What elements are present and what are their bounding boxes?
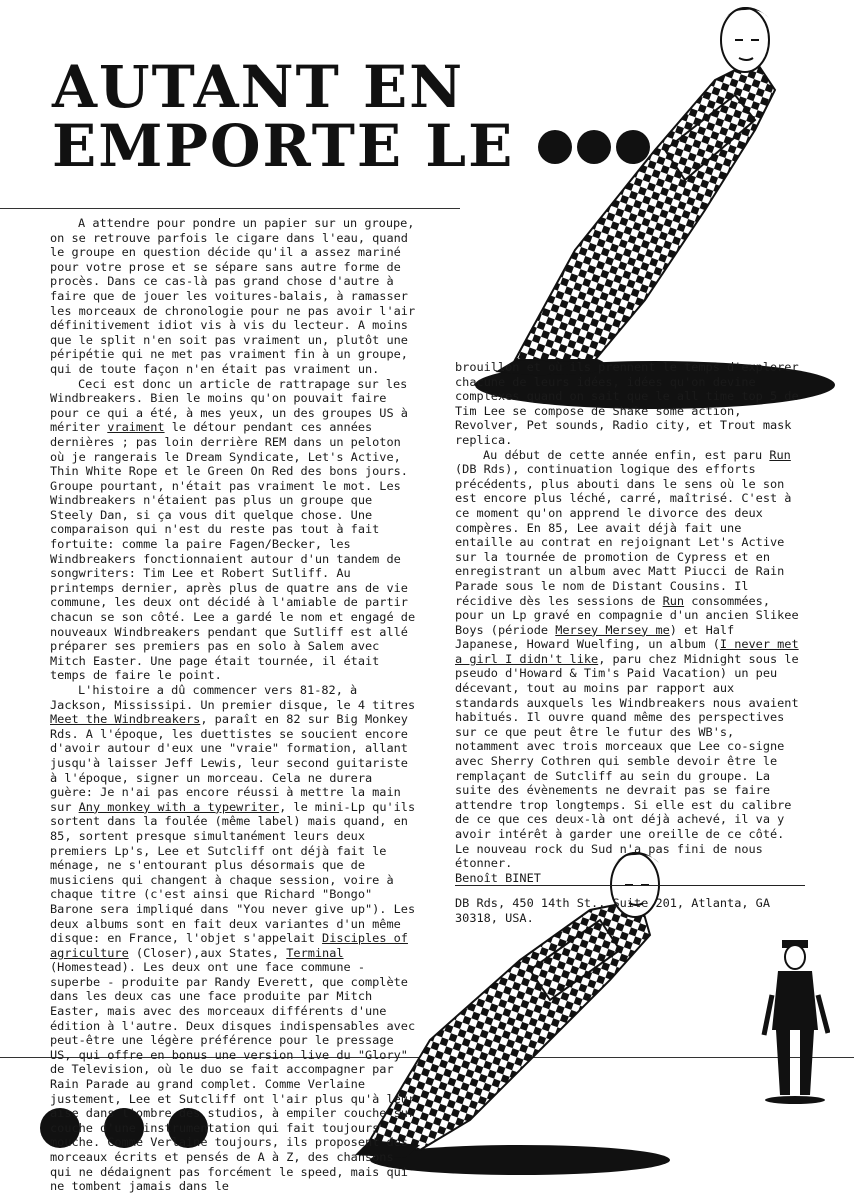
paragraph: Au début de cette année enfin, est paru Run (DB Rds), continuation logique des efforts précédents, plus abouti dans le sens où le son est encore plus léché, carré, maîtrisé. C'est à ce moment qu'on apprend le divorce des deux compères. En 85, Lee avait déjà fait une entaille au contrat en rejoignant Let's Active sur la tournée de promotion de Cypress et en enregistrant un album avec Matt Piucci de Rain Parade sous le nom de Distant Cousins. Il récidive dès les sessions de Run consommées, pour un Lp gravé en compagnie d'un ancien Slikee Boys (période Mersey Mersey me) et Half Japanese, Howard Wuelfing, un album (I never met a girl I didn't like, paru chez Midnight sous le pseudo d'Howard & Tim's Paid Vacation) un peu décevant, tout au moins par rapport aux standards auxquels les Windbreakers nous avaient habitués. Il ouvre quand même des perspectives sur ce que peut être le futur des WB's, notamment avec trois morceaux que Lee co-signe avec Sherry Cothren qui semble devoir être le remplaçant de Sutcliff au sein du groupe. La suite des évènements ne devrait pas se faire attendre trop longtemps. Si elle est du calibre de ce que ces deux-là ont déjà achevé, il va y avoir intérêt à garder une oreille de ce côté. Le nouveau rock du Sud n'a pas fini de nous étonner. bbox=[455, 447, 799, 871]
article-title-line-2: EMPORTE LE bbox=[52, 112, 515, 180]
article-column-left bbox=[50, 216, 420, 1194]
album-title: Mersey Mersey me bbox=[555, 622, 670, 637]
author-signature: Benoît BINET bbox=[455, 871, 805, 887]
leaning-man-illustration-top bbox=[455, 0, 854, 420]
album-title: I never met a girl I didn't like bbox=[455, 637, 799, 666]
paragraph: brouillon et où ils prennent le temps d'explorer chacune de leurs idées, idées qu'on devine complexes quand on sait que le all time top 5 de Tim Lee se compose de Shake some action, Revolver, Pet sounds, Radio city, et Trout mask replica. bbox=[455, 360, 799, 447]
album-title: Any monkey with a typewriter bbox=[78, 799, 280, 814]
album-title: Terminal bbox=[286, 945, 344, 960]
album-title: Meet the Windbreakers bbox=[50, 712, 201, 727]
paragraph: L'histoire a dû commencer vers 81-82, à Jackson, Mississipi. Un premier disque, le 4 titres Meet the Windbreakers, paraît en 82 sur Big Monkey Rds. A l'époque, les duettistes se soucient encore d'avoir autour d'eux une "vraie" formation, allant jusqu'à laisser Jeff Lewis, leur second guitariste à l'époque, signer un morceau. Cela ne durera guère: Je n'ai pas encore réussi à mettre la main sur Any monkey with a typewriter, le mini-Lp qu'ils sortent dans la foulée (même label) mais quand, en 85, sortent presque simultanément leurs deux premiers Lp's, Lee et Sutcliff ont déjà fait le ménage, ne s'entourant plus désormais que de musiciens qui changent à chaque session, voire à chaque titre (c'est ainsi que Richard "Bongo" Barone sera impliqué dans "You never give up"). Les deux albums sont en fait deux variantes d'un même disque: en France, l'objet s'appelait Disciples of agriculture (Closer),aux States, Terminal (Homestead). Les deux ont une face commune - superbe - produite par Randy Everett, que complète dans les deux cas une face produite par Mitch Easter, mais avec des morceaux différents d'une édition à l'autre. Deux disques indispensables avec peut-être une légère préférence pour le pressage US, qui offre en bonus une version live du "Glory" de Television, où le duo se fait accompagner par Rain Parade au grand complet. Comme Verlaine justement, Lee et Sutcliff ont l'air plus qu'à leur aise dans l'ombre des studios, à empiler couche sur couche d'une instrumentation qui fait toujours mouche. Comme Verlaine toujours, ils proposent des morceaux écrits et pensés de A à Z, des chansons qui ne dédaignent pas forcément le speed, mais qui ne tombent jamais dans le bbox=[50, 683, 416, 1194]
paragraph: Ceci est donc un article de rattrapage sur les Windbreakers. Bien le moins qu'on pouvait faire pour ce qui a été, à mes yeux, un des groupes US à mériter vraiment le détour pendant ces années dernières ; pas loin derrière REM dans un peloton où je rangerais le Dream Syndicate, Let's Active, Thin White Rope et le Green On Red des bons jours. Groupe pourtant, n'était pas vraiment le mot. Les Windbreakers n'étaient pas plus un groupe que Steely Dan, si ça vous dit quelque chose. Une comparaison qui n'est du reste pas tout à fait fortuite: comme la paire Fagen/Becker, les Windbreakers fonctionnaient autour d'un tandem de songwriters: Tim Lee et Robert Sutliff. Au printemps dernier, après plus de quatre ans de vie commune, les deux ont décidé à l'amiable de partir chacun se son côté. Lee a gardé le nom et engagé de nouveaux Windbreakers pendant que Sutliff est allé préparer ses premiers pas en solo à Salem avec Mitch Easter. Une page était tournée, il était temps de faire le point. bbox=[50, 376, 416, 683]
label-address: DB Rds, 450 14th St., Suite 201, Atlanta, GA 30318, USA. bbox=[455, 896, 770, 925]
header-rule bbox=[0, 208, 460, 209]
paragraph: A attendre pour pondre un papier sur un groupe, on se retrouve parfois le cigare dans l'eau, quand le groupe en question décide qu'il a assez mariné pour votre prose et se sépare sans autre forme de procès. Dans ce cas-là pas grand chose d'autre à faire que de jouer les voitures-balais, à ramasser les morceaux de chronologie pour ne pas avoir l'air définitivement idiot vis à vis du lecteur. A moins que le split n'en soit pas vraiment un, plutôt une péripétie qui ne met pas vraiment fin à un groupe, qui de toute façon n'en était pas vraiment un. bbox=[50, 216, 416, 376]
album-title: Disciples of agriculture bbox=[50, 931, 408, 960]
album-title: Run bbox=[769, 447, 791, 462]
article-column-right bbox=[455, 360, 805, 926]
album-title: Run bbox=[662, 593, 685, 608]
police-officer-illustration bbox=[760, 935, 830, 1105]
article-title-line-1: AUTANT EN bbox=[52, 53, 465, 121]
